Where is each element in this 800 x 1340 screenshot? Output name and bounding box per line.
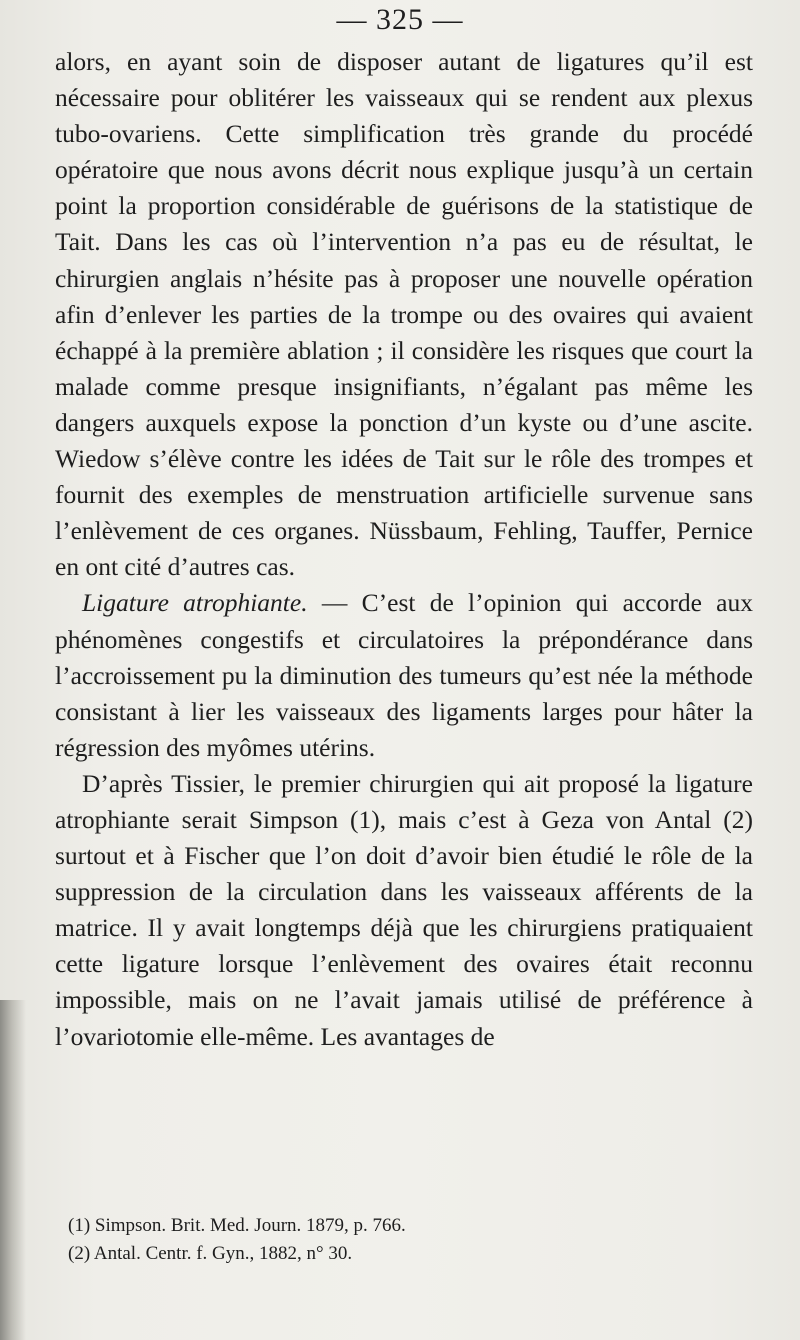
footnote-2: (2) Antal. Centr. f. Gyn., 1882, n° 30. bbox=[68, 1243, 353, 1264]
section-title-ligature-atrophiante: Ligature atrophiante. bbox=[82, 588, 308, 618]
footnote-1: (1) Simpson. Brit. Med. Journ. 1879, p. 766. bbox=[68, 1215, 406, 1236]
paragraph-3: D’après Tissier, le premier chirurgien qui ait proposé la ligature atrophiante serait Simpson (1), mais c’est à Geza von Antal (2) surtout et à Fischer que l’on doit d’avoir bien étudié le rôle de la suppression de la circulation dans les vaisseaux afférents de la matrice. Il y avait longtemps déjà que les chirurgiens pratiquaient cette ligature lorsque l’enlèvement des ovaires était reconnu impossible, mais on ne l’avait jamais utilisé de préférence à l’ovariotomie elle-même. Les avantages de bbox=[55, 768, 753, 1051]
body-text bbox=[55, 44, 753, 1055]
paragraph-1: alors, en ayant soin de disposer autant de ligatures qu’il est nécessaire pour oblitérer les vaisseaux qui se rendent aux plexus tubo-ovariens. Cette simplification très grande du procédé opératoire que nous avons décrit nous explique jusqu’à un certain point la proportion considérable de guérisons de la statistique de Tait. Dans les cas où l’intervention n’a pas eu de résultat, le chirurgien anglais n’hésite pas à proposer une nouvelle opération afin d’enlever les parties de la trompe ou des ovaires qui avaient échappé à la première ablation ; il considère les risques que court la malade comme presque insignifiants, n’égalant pas même les dangers auxquels expose la ponction d’un kyste ou d’une ascite. Wiedow s’élève contre les idées de Tait sur le rôle des trompes et fournit des exemples de menstruation artificielle survenue sans l’enlèvement de ces organes. Nüssbaum, Fehling, Tauffer, Pernice en ont cité d’autres cas. bbox=[55, 47, 753, 582]
paragraph-2-text: — C’est de l’opinion qui accorde aux phénomènes congestifs et circulatoires la prépondérance dans l’accroissement pu la diminution des tumeurs qu’est née la méthode consistant à lier les vaisseaux des ligaments larges pour hâter la régression des myômes utérins. bbox=[55, 588, 753, 762]
page-edge-shadow bbox=[0, 1000, 26, 1340]
page-number: — 325 — bbox=[336, 3, 464, 36]
paragraph-2 bbox=[55, 585, 753, 765]
footnotes bbox=[68, 1212, 748, 1268]
